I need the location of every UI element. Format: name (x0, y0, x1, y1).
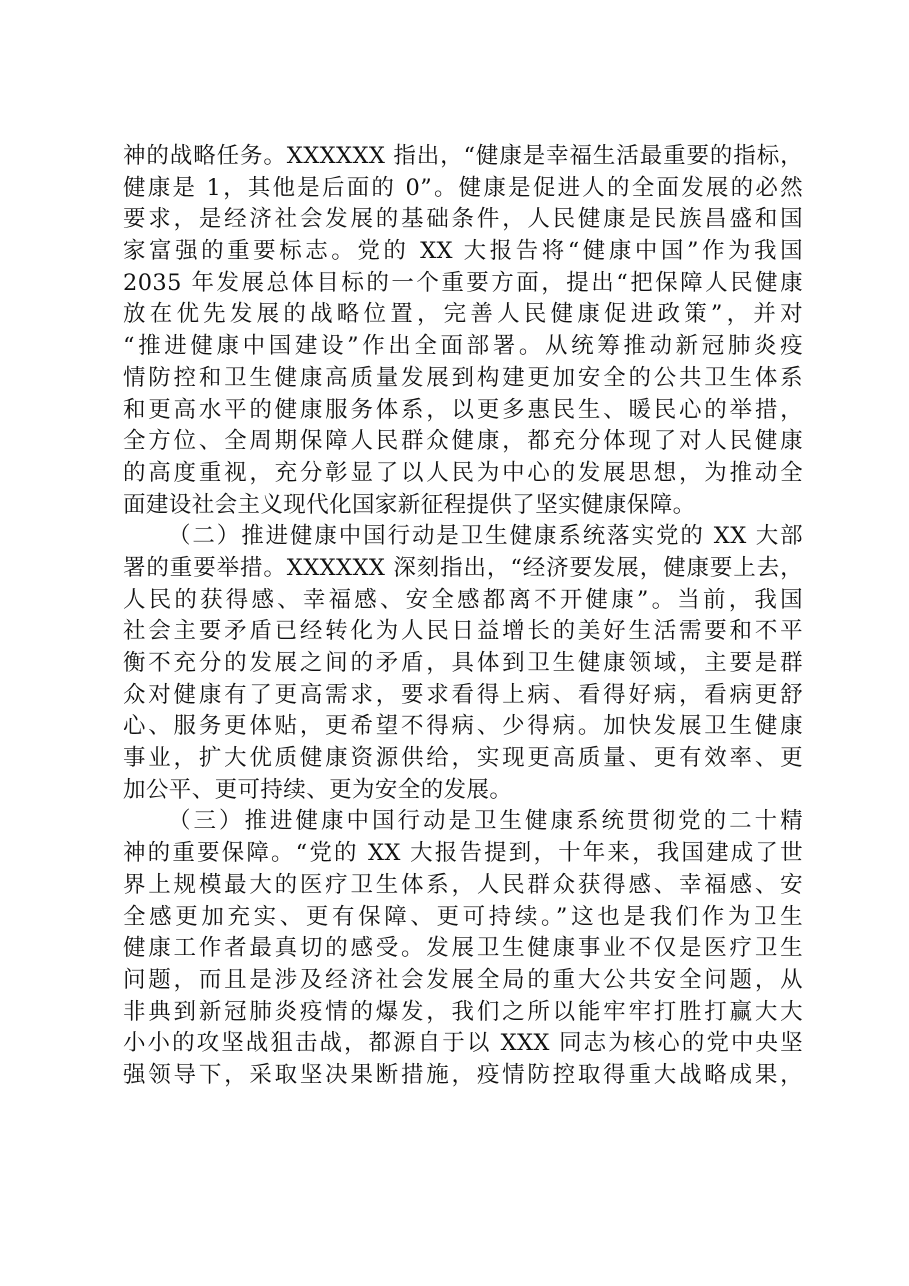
text-line: 要求，是经济社会发展的基础条件，人民健康是民族昌盛和国 (123, 206, 803, 233)
paragraph-three-heading-line: （三）推进健康中国行动是卫生健康系统贯彻党的二十精 (168, 808, 803, 835)
text-line: 家富强的重要标志。党的 XX 大报告将“健康中国”作为我国 (123, 238, 803, 265)
text-line: 心、服务更体贴，更希望不得病、少得病。加快发展卫生健康 (123, 713, 803, 740)
text-line: 人民的获得感、幸福感、安全感都离不开健康”。当前，我国 (123, 586, 803, 613)
text-line: 全方位、全周期保障人民群众健康，都充分体现了对人民健康 (123, 428, 803, 455)
text-line: “推进健康中国建设”作出全面部署。从统筹推动新冠肺炎疫 (123, 333, 803, 360)
document-body (123, 141, 803, 1092)
text-line: 健康工作者最真切的感受。发展卫生健康事业不仅是医疗卫生 (123, 935, 803, 962)
text-line: 2035 年发展总体目标的一个重要方面，提出“把保障人民健康 (123, 269, 803, 296)
text-line: 全感更加充实、更有保障、更可持续。”这也是我们作为卫生 (123, 903, 803, 930)
text-line: 神的战略任务。XXXXXX 指出，“健康是幸福生活最重要的指标， (123, 143, 803, 169)
paragraph-end-line: 面建设社会主义现代化国家新征程提供了坚实健康保障。 (123, 491, 696, 518)
text-line: 事业，扩大优质健康资源供给，实现更高质量、更有效率、更 (123, 745, 803, 772)
text-line: 非典到新冠肺炎疫情的爆发，我们之所以能牢牢打胜打赢大大 (123, 998, 803, 1025)
paragraph-end-line: 加公平、更可持续、更为安全的发展。 (123, 776, 513, 803)
text-line: 众对健康有了更高需求，要求看得上病、看得好病，看病更舒 (123, 681, 803, 708)
text-line: 和更高水平的健康服务体系，以更多惠民生、暖民心的举措， (123, 396, 803, 423)
text-line: 的高度重视，充分彰显了以人民为中心的发展思想，为推动全 (123, 459, 803, 486)
paragraph-two-heading-line: （二）推进健康中国行动是卫生健康系统落实党的 XX 大部 (168, 523, 803, 550)
text-line: 放在优先发展的战略位置，完善人民健康促进政策”，并对 (123, 301, 803, 328)
text-line: 强领导下，采取坚决果断措施，疫情防控取得重大战略成果， (123, 1061, 803, 1088)
text-line: 界上规模最大的医疗卫生体系，人民群众获得感、幸福感、安 (123, 871, 803, 898)
text-line: 健康是 1，其他是后面的 0”。健康是促进人的全面发展的必然 (123, 174, 803, 201)
text-line: 问题，而且是涉及经济社会发展全局的重大公共安全问题，从 (123, 966, 803, 993)
text-line: 社会主要矛盾已经转化为人民日益增长的美好生活需要和不平 (123, 618, 803, 645)
text-line: 神的重要保障。“党的 XX 大报告提到，十年来，我国建成了世 (123, 840, 803, 867)
text-line: 衡不充分的发展之间的矛盾，具体到卫生健康领域，主要是群 (123, 650, 803, 676)
text-line: 情防控和卫生健康高质量发展到构建更加安全的公共卫生体系 (123, 364, 803, 391)
text-line: 小小的攻坚战狙击战，都源自于以 XXX 同志为核心的党中央坚 (123, 1030, 803, 1057)
text-line: 署的重要举措。XXXXXX 深刻指出，“经济要发展，健康要上去， (123, 554, 803, 581)
